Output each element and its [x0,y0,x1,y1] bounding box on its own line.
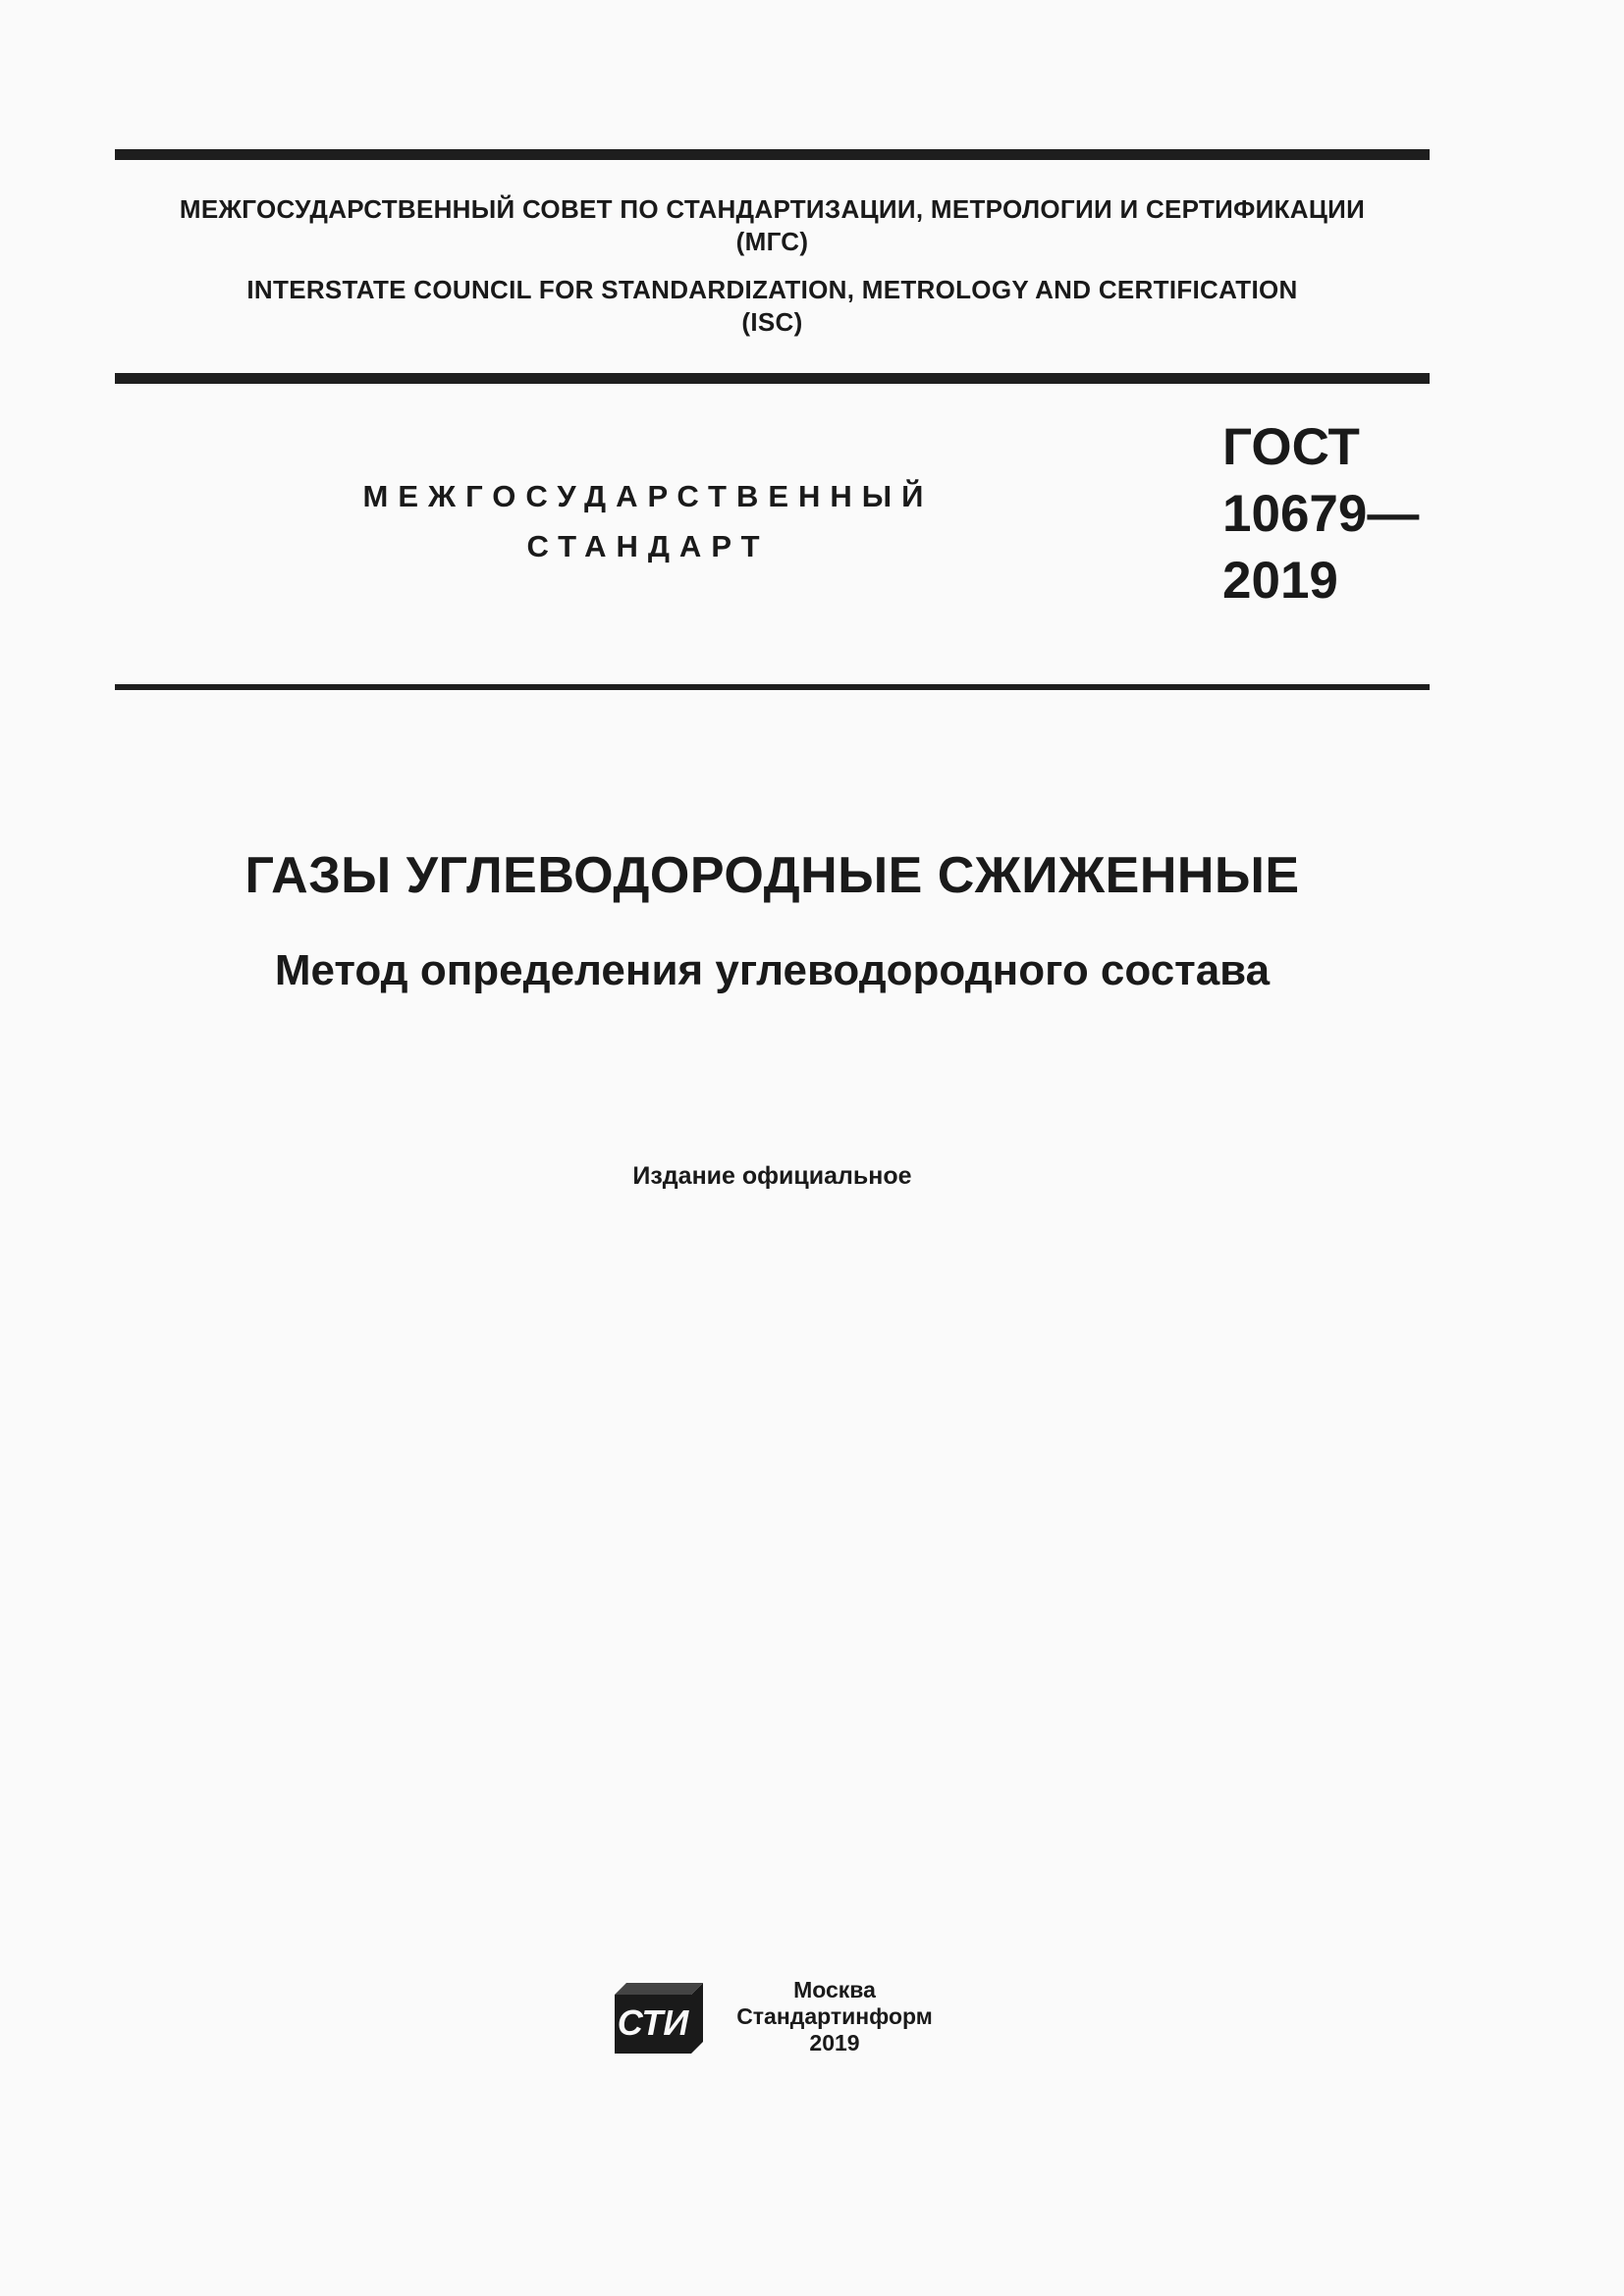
gost-prefix: ГОСТ [1222,418,1360,476]
top-rule [115,149,1430,160]
gost-number: 10679— [1222,485,1420,543]
council-name-en-text: INTERSTATE COUNCIL FOR STANDARDIZATION, METROLOGY AND CERTIFICATION [246,275,1298,304]
standard-kind-line-2: СТАНДАРТ [526,529,770,563]
publisher-year: 2019 [809,2030,860,2056]
gost-designation [1222,414,1419,614]
publisher-logo-lettering: СТИ [617,2002,689,2043]
document-subtitle: Метод определения углеводородного состава [274,946,1271,994]
publisher-city: Москва [793,1977,876,2002]
edition-note: Издание официальное [632,1162,912,1190]
publisher-logo [612,1981,706,2056]
middle-rule [115,373,1430,384]
publisher-imprint [722,1977,947,2056]
council-name-ru [115,193,1430,258]
bottom-rule [115,684,1430,690]
document-title: ГАЗЫ УГЛЕВОДОРОДНЫЕ СЖИЖЕННЫЕ [244,847,1300,904]
standard-kind-line-1: МЕЖГОСУДАРСТВЕННЫЙ [362,479,934,513]
council-name-ru-text: МЕЖГОСУДАРСТВЕННЫЙ СОВЕТ ПО СТАНДАРТИЗАЦИИ, МЕТРОЛОГИИ И СЕРТИФИКАЦИИ [179,194,1366,224]
standard-kind [353,471,943,571]
council-abbr-en: (ISC) [741,307,803,337]
publisher-name: Стандартинформ [736,2003,933,2029]
gost-year: 2019 [1222,552,1338,610]
council-abbr-ru: (МГС) [735,227,809,256]
council-name-en [115,274,1430,339]
